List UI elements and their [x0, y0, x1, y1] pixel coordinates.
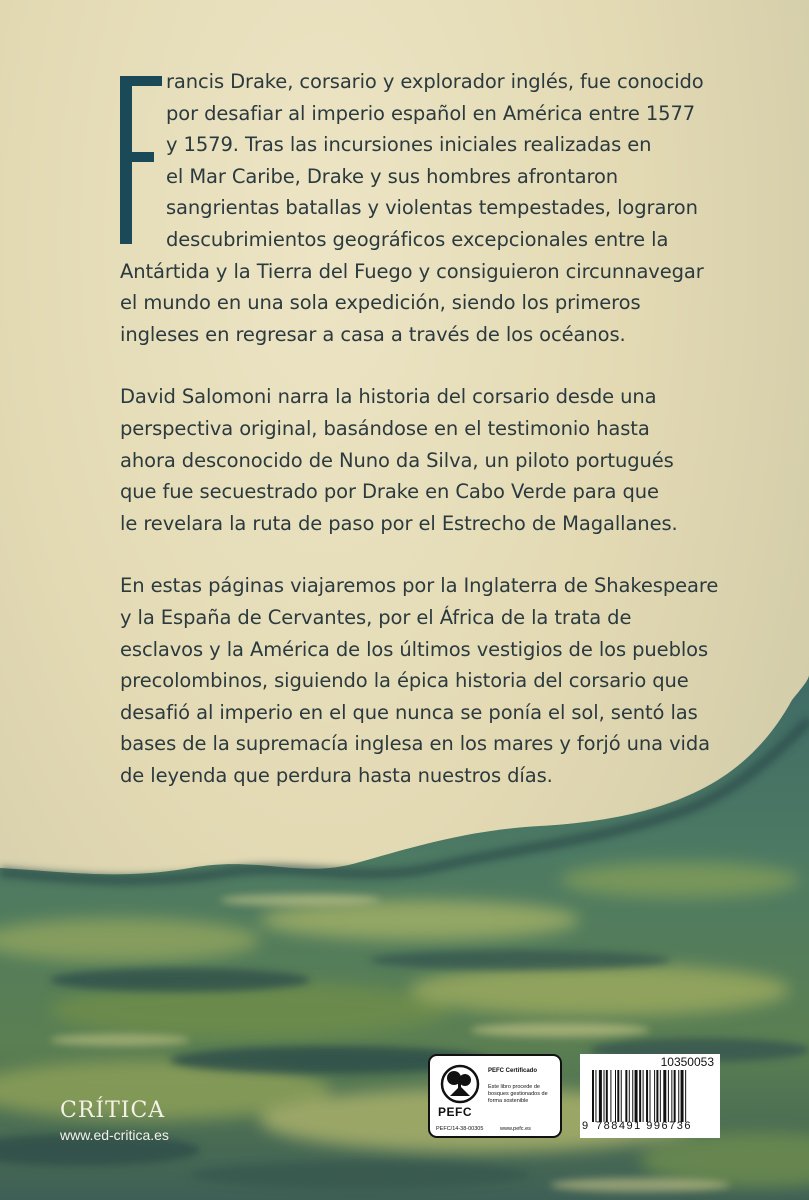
text-line: que fue secuestrado por Drake en Cabo Verde para que	[120, 480, 659, 504]
barcode-bar	[643, 1070, 644, 1122]
barcode-bar	[660, 1070, 661, 1122]
isbn-barcode	[580, 1054, 720, 1138]
text-line: por desafiar al imperio español en América entre 1577	[166, 101, 696, 125]
text-line: y la España de Cervantes, por el África de la trata de	[120, 605, 632, 629]
text-line: En estas páginas viajaremos por la Inglaterra de Shakespeare	[120, 574, 719, 598]
text-line: de leyenda que perdura hasta nuestros días.	[120, 763, 553, 787]
text-line: precolombinos, siguiendo la épica historia del corsario que	[120, 669, 689, 693]
text-line: ingleses en regresar a casa a través de los océanos.	[120, 322, 626, 346]
pefc-certified-label: PEFC Certificado	[488, 1068, 538, 1074]
pefc-website: www.pefc.es	[500, 1126, 531, 1132]
pefc-logo-label: PEFC	[438, 1105, 473, 1119]
barcode-bar	[681, 1070, 684, 1122]
barcode-bar	[599, 1070, 602, 1122]
pefc-description: Este libro procede de bosques gestionados de forma sostenible	[488, 1084, 548, 1104]
text-line: rancis Drake, corsario y explorador inglés, fue conocido	[166, 70, 704, 93]
drop-cap	[120, 76, 162, 244]
text-line: ahora desconocido de Nuno da Silva, un piloto portugués	[120, 448, 674, 472]
text-line: y 1579. Tras las incursiones iniciales realizadas en	[166, 133, 652, 157]
text-line: David Salomoni narra la historia del corsario desde una	[120, 385, 657, 409]
text-line: el Mar Caribe, Drake y sus hombres afrontaron	[166, 164, 619, 188]
text-line: esclavos y la América de los últimos vestigios de los pueblos	[120, 637, 709, 661]
text-line: desafió al imperio en el que nunca se ponía el sol, sentó las	[120, 700, 698, 724]
text-line: le revelara la ruta de paso por el Estrecho de Magallanes.	[120, 511, 678, 535]
barcode-lead-digit: 9	[582, 1120, 589, 1132]
text-line: Antártida y la Tierra del Fuego y consiguieron circunnavegar	[120, 259, 704, 283]
blurb-paragraph-1	[120, 66, 760, 350]
blurb-paragraph-2	[120, 381, 760, 539]
barcode-bar	[668, 1070, 669, 1122]
barcode-digits: 788491 996736	[596, 1120, 692, 1132]
barcode-bar	[604, 1070, 605, 1122]
barcode-bar	[650, 1070, 651, 1122]
barcode-bar	[617, 1070, 619, 1122]
barcode-bar	[629, 1070, 630, 1122]
publisher-name: CRÍTICA	[60, 1098, 166, 1123]
barcode-bar	[639, 1070, 641, 1122]
barcode-reference-number: 10350053	[660, 1055, 714, 1069]
barcode-bar	[615, 1070, 616, 1122]
barcode-bar	[656, 1070, 658, 1122]
barcode-bar	[663, 1070, 666, 1122]
barcode-bar	[654, 1070, 655, 1122]
barcode-bars-icon	[592, 1070, 718, 1122]
text-line: el mundo en una sola expedición, siendo los primeros	[120, 291, 641, 315]
barcode-bar	[632, 1070, 633, 1122]
barcode-bar	[595, 1070, 596, 1122]
pefc-code: PEFC/14-38-00305	[436, 1126, 484, 1132]
barcode-bar	[646, 1070, 648, 1122]
text-line: descubrimientos geográficos excepcionales entre la	[166, 227, 669, 251]
barcode-bar	[674, 1070, 676, 1122]
barcode-bar	[592, 1070, 594, 1122]
pefc-certification-badge	[428, 1054, 562, 1138]
barcode-bar	[678, 1070, 679, 1122]
blurb-paragraph-3	[120, 570, 760, 791]
barcode-bar	[621, 1070, 622, 1122]
publisher-imprint	[60, 1098, 169, 1143]
publisher-url: www.ed-critica.es	[60, 1127, 169, 1143]
text-line: bases de la supremacía inglesa en los mares y forjó una vida	[120, 732, 710, 756]
barcode-bar	[606, 1070, 608, 1122]
barcode-bar	[685, 1070, 686, 1122]
text-line: perspectiva original, basándose en el testimonio hasta	[120, 416, 650, 440]
pefc-tree-logo-icon	[438, 1064, 482, 1104]
text-line: sangrientas batallas y violentas tempestades, lograron	[166, 196, 698, 220]
barcode-bar	[625, 1070, 627, 1122]
barcode-bar	[671, 1070, 672, 1122]
barcode-bar	[610, 1070, 611, 1122]
back-cover-blurb	[120, 66, 760, 791]
barcode-bar	[635, 1070, 638, 1122]
